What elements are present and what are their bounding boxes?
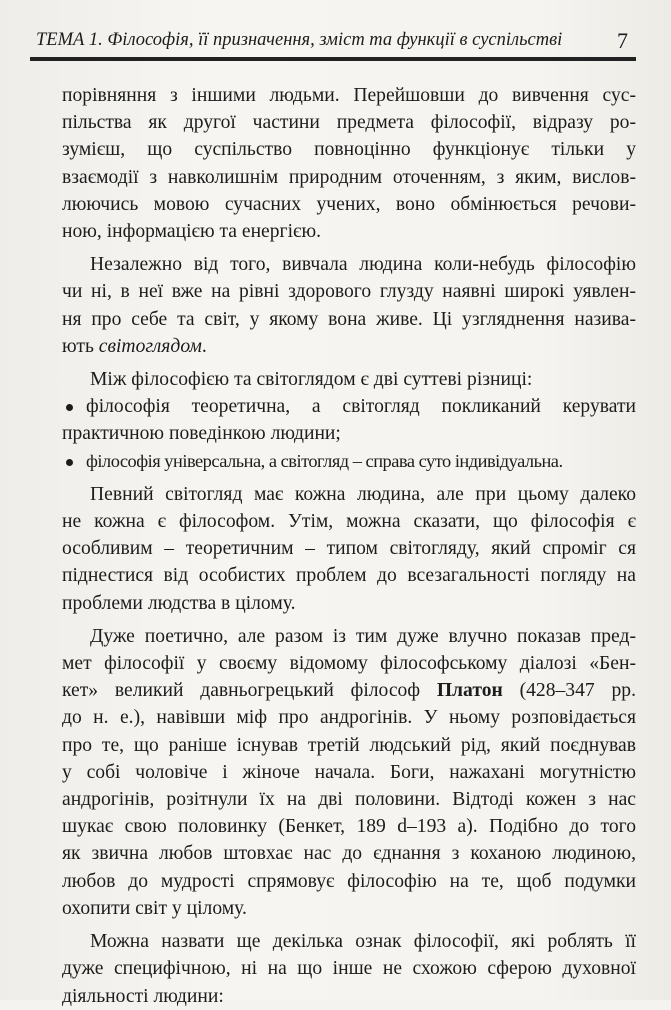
text-line: Дуже поетично, але разом із тим дуже влучно показав пред- — [90, 625, 636, 647]
text-line: люючись мовою сучасних учених, воно обмінюється речови- — [62, 193, 636, 215]
text-line: дуже специфічною, ні на що інше не схожою сферою духовної — [62, 958, 636, 980]
text-line: проблеми людства в цілому. — [62, 592, 296, 614]
paragraph-4 — [62, 481, 636, 617]
paragraph-5 — [62, 623, 636, 922]
text-fragment: . — [201, 335, 207, 357]
header-title: ТЕМА 1. Філософія, її призначення, зміст та функції в суспільстві — [36, 30, 563, 50]
text-line: як звична любов штовхає нас до єднання з коханою людиною, — [62, 843, 636, 865]
text-line — [62, 333, 636, 360]
paragraph-2 — [62, 251, 636, 360]
text-line: шукає свою половинку (Бенкет, 189 d–193 a). Подібно до того — [62, 816, 636, 838]
text-line: особливим – теоретичним – типом світогляду, який спроміг ся — [62, 538, 636, 560]
text-line: Незалежно від того, вивчала людина коли-небудь філософію — [90, 254, 636, 276]
text-line: філософія універсальна, а світогляд – справа суто індивідуальна. — [86, 450, 563, 471]
text-line: мет філософії у своєму відомому філософському діалозі «Бен- — [62, 653, 636, 675]
text-line: про те, що раніше існував третій людський рід, який поєднував — [62, 734, 636, 756]
text-line: Можна назвати ще декілька ознак філософії, які роблять її — [90, 931, 636, 953]
text-line: практичною поведінкою людини; — [62, 423, 341, 445]
text-line: любов до мудрості спрямовує філософію на те, щоб подумки — [62, 870, 636, 892]
page-number: 7 — [617, 28, 628, 53]
text-line — [62, 677, 636, 704]
text-line: до н. е.), навівши міф про андрогінів. У ньому розповідається — [62, 707, 636, 729]
text-fragment: (428–347 рр. — [502, 680, 636, 702]
bold-name: Платон — [436, 680, 503, 702]
text-line: андрогінів, розітнули їх на дві половини. Відтоді кожен з нас — [62, 789, 636, 811]
bullet-item-1 — [62, 393, 636, 447]
text-line: чи ні, в неї вже на рівні здорового глузду наявні широкі уявлен- — [62, 281, 636, 303]
text-fragment: кет» великий давньогрецький філософ — [62, 680, 437, 702]
bullet-item-2 — [62, 448, 636, 475]
text-line: пільства як другої частини предмета філософії, відразу ро- — [62, 112, 636, 134]
text-line: ною, інформацією та енергією. — [62, 221, 321, 243]
text-line: діяльності людини: — [62, 985, 224, 1007]
header-rule — [30, 57, 636, 61]
running-header — [30, 24, 636, 54]
body-text — [62, 82, 636, 1010]
paragraph-3 — [62, 366, 636, 393]
text-line: Певний світогляд має кожна людина, але при цьому далеко — [90, 483, 636, 505]
bullet-icon — [66, 459, 73, 466]
text-line: охопити світ у цілому. — [62, 897, 247, 919]
italic-term: світоглядом — [98, 335, 202, 357]
text-line: зумієш, що суспільство повноцінно функціонує тільки у — [62, 139, 636, 161]
text-fragment: ють — [62, 335, 99, 357]
text-line: у собі чоловіче і жіноче начала. Боги, нажахані могутністю — [62, 761, 636, 783]
text-line: порівняння з іншими людьми. Перейшовши до вивчення сус- — [62, 85, 636, 106]
text-line: філософія теоретична, а світогляд покликаний керувати — [86, 396, 636, 418]
text-line: піднестися від особистих проблем до всезагальності погляду на — [62, 565, 636, 587]
text-line: Між філософією та світоглядом є дві суттеві різниці: — [90, 369, 533, 391]
paragraph-1 — [0, 82, 636, 245]
paragraph-6 — [62, 928, 636, 1010]
text-line: ня про себе та світ, у якому вона живе. Ці узгляднення назива- — [62, 308, 636, 330]
text-line: не кожна є філософом. Утім, можна сказати, що філософія є — [62, 511, 636, 533]
text-line: взаємодії з навколишнім природним оточенням, з яким, вислов- — [62, 166, 636, 188]
